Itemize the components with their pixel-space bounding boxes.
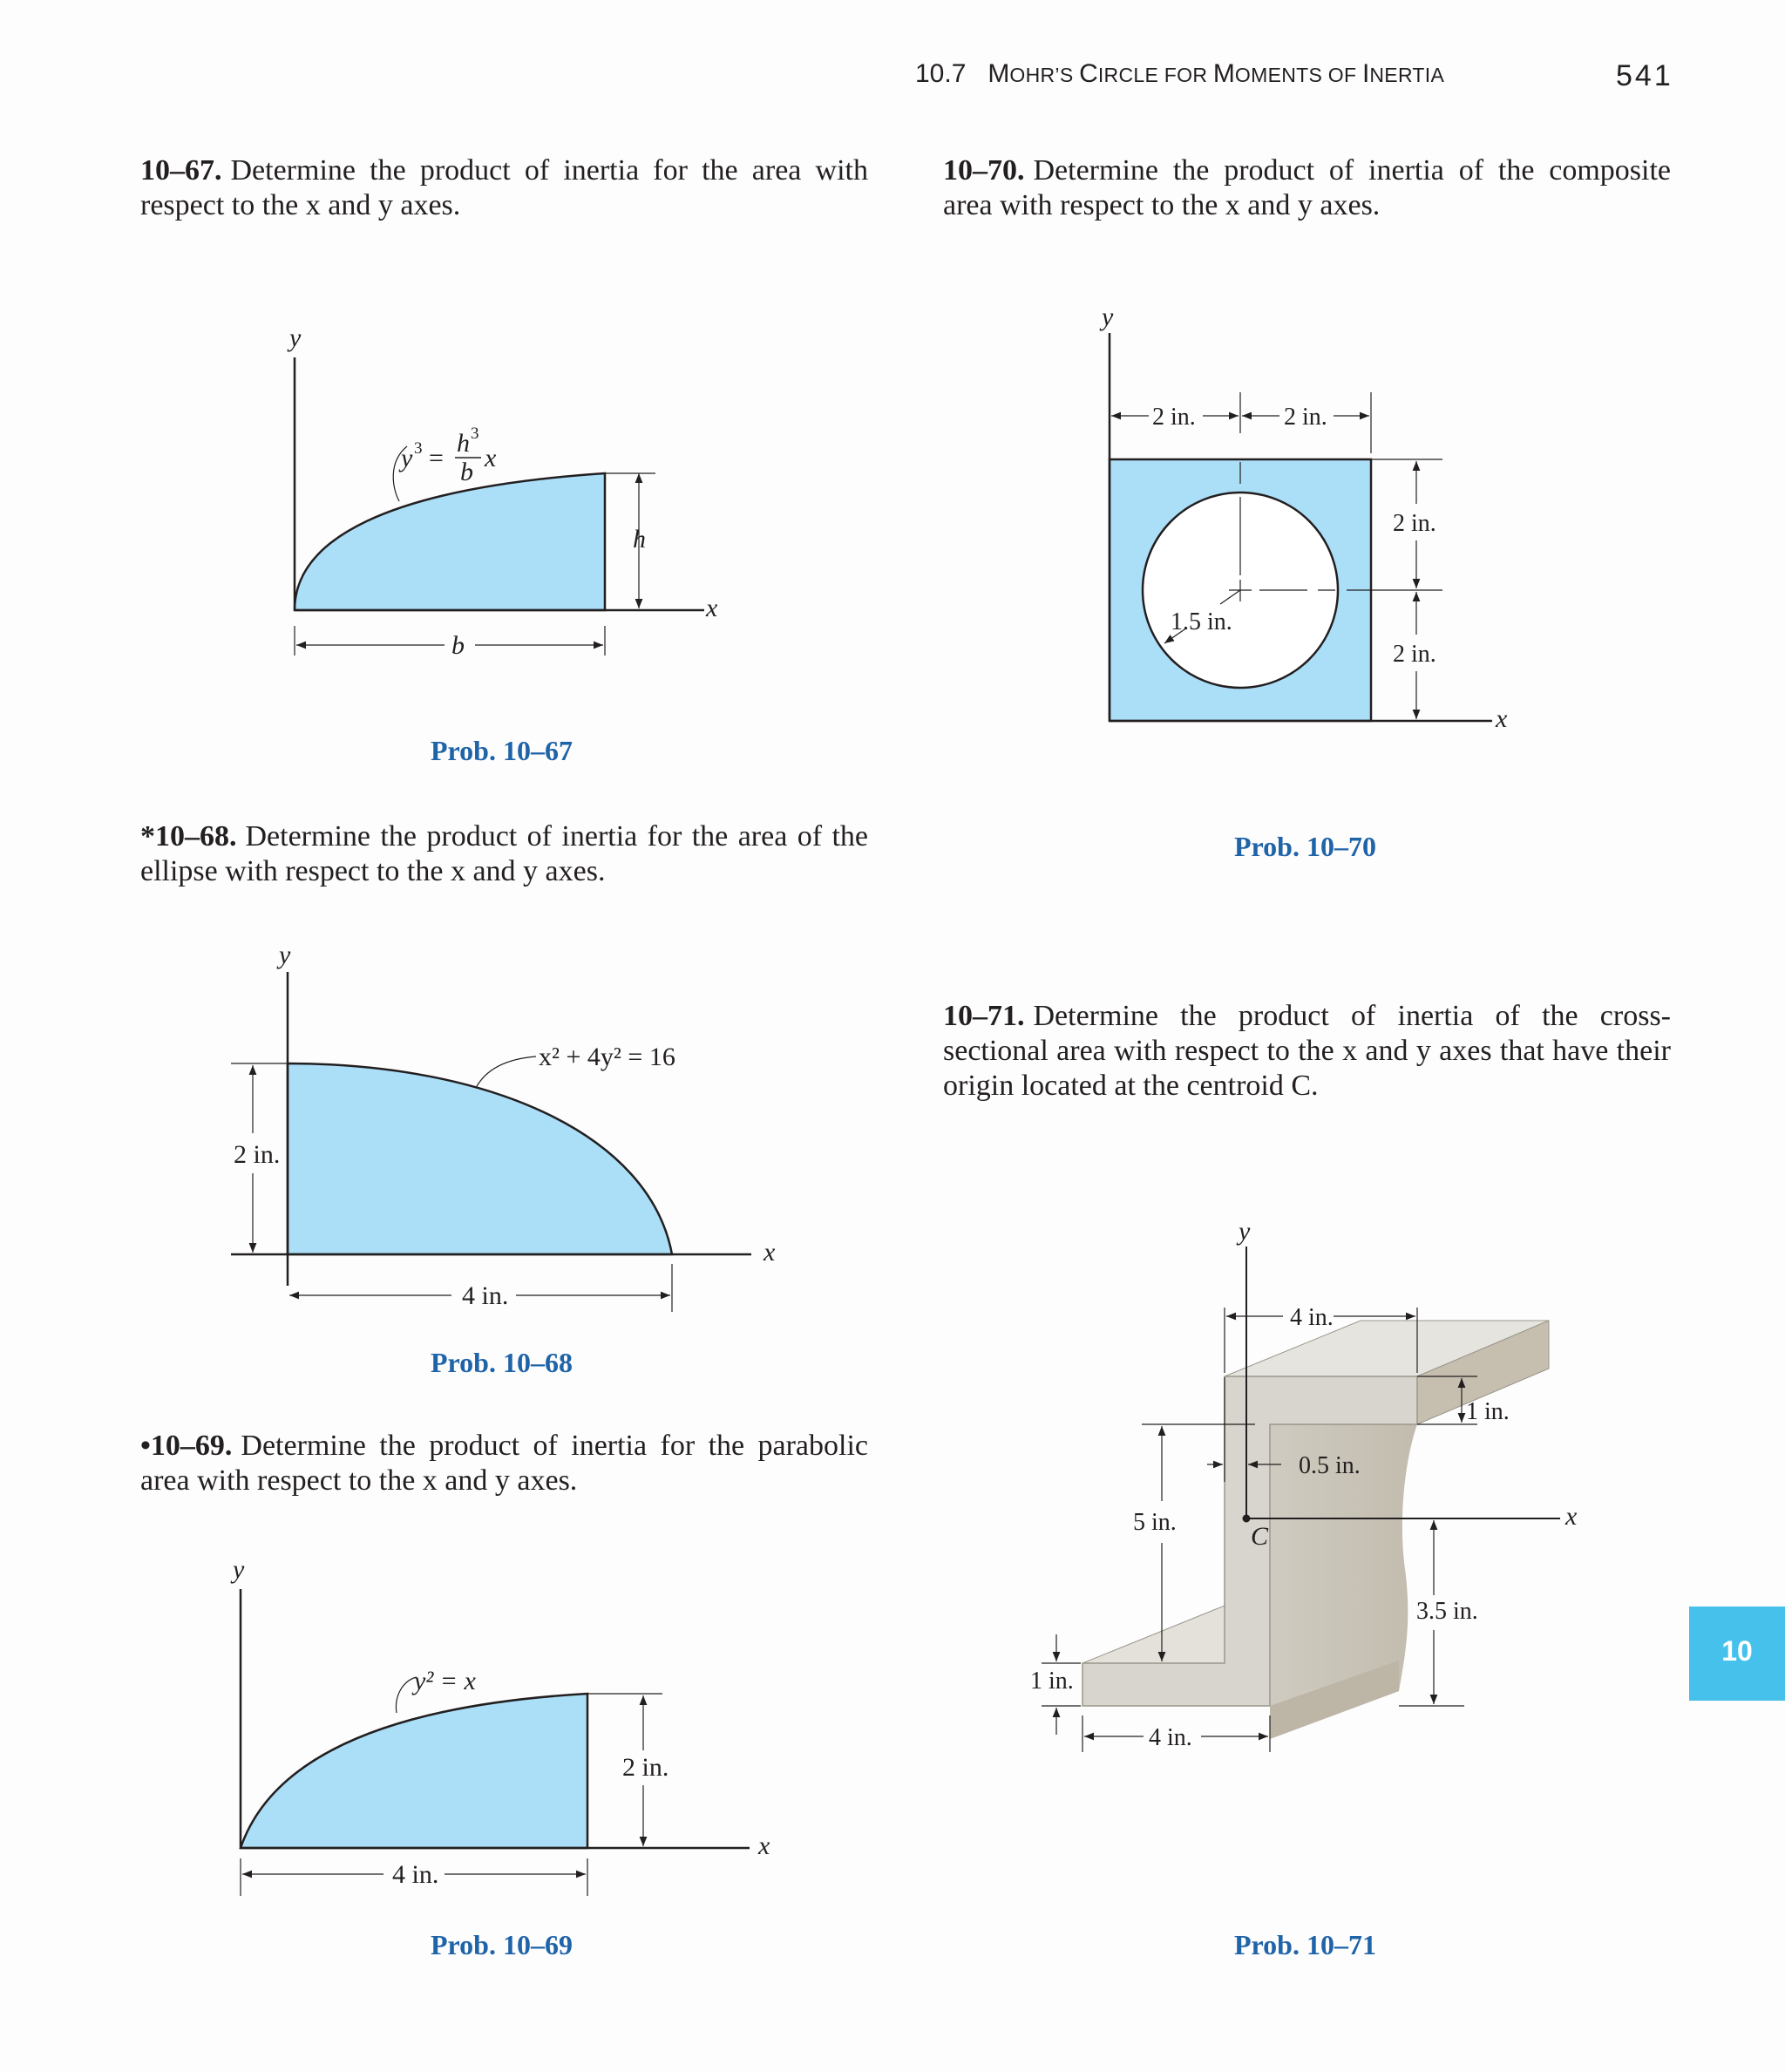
problem-number: 10–70. <box>943 154 1025 187</box>
section-title-part: OHR’S <box>1009 64 1080 86</box>
problem-number: *10–68. <box>140 820 237 853</box>
shaded-area <box>288 1063 672 1254</box>
dimension-upper-label: 5 in. <box>1133 1509 1177 1536</box>
svg-text:b: b <box>460 458 473 486</box>
svg-text:h: h <box>457 429 470 458</box>
problem-text: Determine the product of inertia of the cross-sectional area with respect to the x and y axes that have their origin located at the centroid C. <box>943 1000 1671 1102</box>
svg-text:y: y <box>401 444 413 472</box>
centroid-marker <box>1243 1515 1250 1522</box>
centroid-label: C <box>1251 1522 1269 1551</box>
dimension-height-label: 2 in. <box>234 1140 281 1169</box>
caption-10-70: Prob. 10–70 <box>1234 831 1376 862</box>
y-axis-label: y <box>279 941 291 969</box>
curve-equation: y² = x <box>414 1667 476 1695</box>
section-title-part: M <box>1212 59 1235 88</box>
x-axis-label: x <box>1496 704 1508 733</box>
dimension-width-label: 4 in. <box>462 1281 509 1310</box>
svg-text:3: 3 <box>471 425 479 443</box>
figure-10-68 <box>231 972 751 1312</box>
section-title-part: NERTIA <box>1369 64 1445 86</box>
problem-number: 10–67. <box>140 154 222 187</box>
section-title-part: OMENTS OF <box>1234 64 1363 86</box>
svg-text:3: 3 <box>414 439 423 458</box>
svg-text:x: x <box>485 444 497 472</box>
caption-10-68: Prob. 10–68 <box>431 1347 573 1378</box>
curve-equation <box>398 425 497 486</box>
problem-text: Determine the product of inertia of the composite area with respect to the x and y axes. <box>943 154 1671 221</box>
y-axis-label: y <box>289 323 302 352</box>
leader-line <box>476 1056 536 1088</box>
problem-text: Determine the product of inertia for the area with respect to the x and y axes. <box>140 154 868 221</box>
x-axis-label: x <box>758 1831 770 1860</box>
figure-10-67 <box>295 357 704 656</box>
bottom-flange-top-face <box>1083 1606 1225 1663</box>
dimension-top-width-label: 4 in. <box>1290 1304 1334 1331</box>
dimension-bottom-flange-label: 1 in. <box>1030 1668 1074 1695</box>
dimension-top-right-label: 2 in. <box>1284 404 1327 431</box>
x-axis-label: x <box>764 1238 776 1267</box>
section-number: 10.7 <box>915 59 967 88</box>
dimension-web-label: 0.5 in. <box>1299 1452 1361 1479</box>
section-title-part: C <box>1079 59 1098 88</box>
dimension-right-bottom-label: 2 in. <box>1393 641 1436 668</box>
curve-equation: x² + 4y² = 16 <box>539 1043 675 1071</box>
dimension-height-label: 2 in. <box>622 1753 669 1782</box>
y-axis-label: y <box>1102 302 1114 331</box>
chapter-tab <box>1689 1607 1785 1701</box>
dimension-top-left-label: 2 in. <box>1152 404 1196 431</box>
dimension-flange-label: 1 in. <box>1466 1398 1510 1425</box>
chapter-tab-label: 10 <box>1721 1635 1753 1667</box>
problem-text: Determine the product of inertia for the parabolic area with respect to the x and y axes. <box>140 1430 868 1497</box>
dimension-b-label: b <box>451 631 465 660</box>
caption-10-71: Prob. 10–71 <box>1234 1929 1376 1960</box>
x-axis-label: x <box>1565 1502 1578 1531</box>
dimension-radius-label: 1.5 in. <box>1171 608 1232 635</box>
problem-number: 10–71. <box>943 1000 1025 1032</box>
problem-number: •10–69. <box>140 1430 233 1462</box>
y-axis-label: y <box>233 1555 245 1584</box>
dimension-h-label: h <box>633 525 646 554</box>
y-axis-label: y <box>1239 1217 1251 1246</box>
figure-10-69 <box>241 1589 750 1896</box>
caption-10-67: Prob. 10–67 <box>431 735 573 766</box>
section-title-part: I <box>1362 59 1370 88</box>
section-title-part: IRCLE FOR <box>1097 64 1213 86</box>
section-title-part: M <box>988 59 1010 88</box>
shaded-area <box>295 473 605 610</box>
svg-text:=: = <box>429 444 444 472</box>
shaded-area <box>241 1694 587 1848</box>
dimension-width-label: 4 in. <box>392 1860 439 1889</box>
page-number: 541 <box>1616 59 1673 92</box>
problem-text: Determine the product of inertia for the area of the ellipse with respect to the x and y axes. <box>140 820 868 887</box>
dimension-right-top-label: 2 in. <box>1393 510 1436 537</box>
caption-10-69: Prob. 10–69 <box>431 1929 573 1960</box>
x-axis-label: x <box>706 594 718 622</box>
dimension-bottom-width-label: 4 in. <box>1149 1724 1192 1751</box>
dimension-lower-label: 3.5 in. <box>1416 1598 1478 1625</box>
